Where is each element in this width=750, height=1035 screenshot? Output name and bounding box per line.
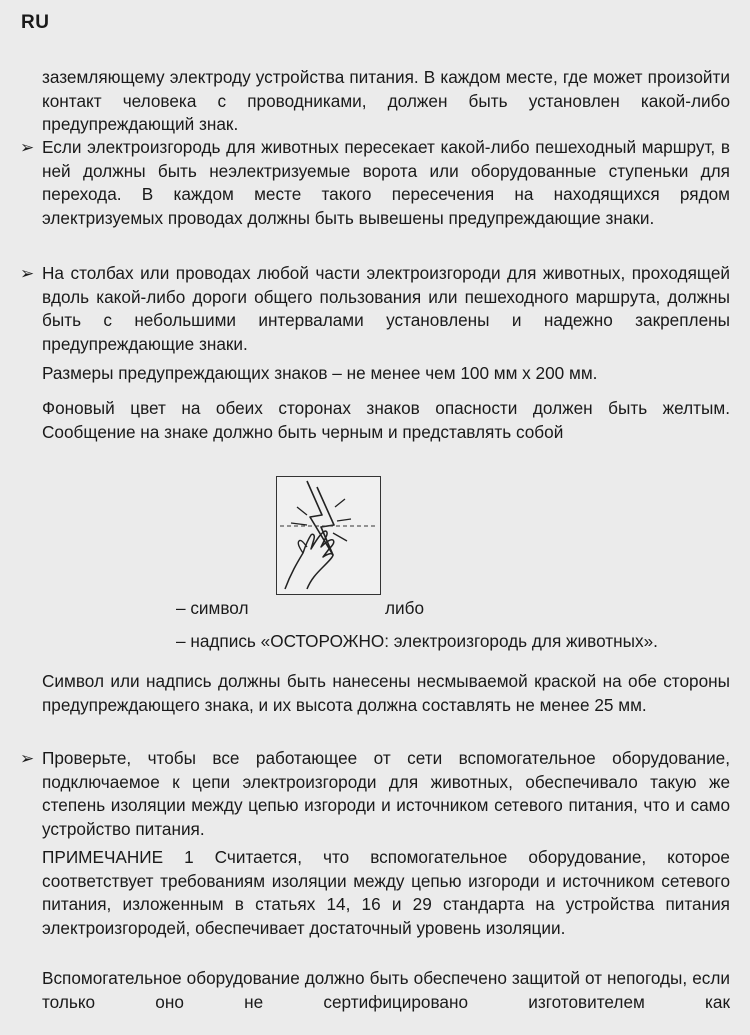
bullet-arrow-icon: ➢ bbox=[20, 264, 35, 283]
bullet-arrow-icon: ➢ bbox=[20, 138, 35, 157]
symbol-label: – символ bbox=[176, 598, 249, 618]
inscription-label: – надпись «ОСТОРОЖНО: электроизгородь для животных». bbox=[176, 631, 658, 651]
bullet-text: Проверьте, чтобы все работающее от сети вспомогательное оборудование, подключаемое к цепи электроизгороди для животных, обеспечивало такую же степень изоляции между цепью изгороди и источником сетевого питания, что и само устройство питания. bbox=[42, 748, 730, 839]
paragraph-sign-color: Фоновый цвет на обеих сторонах знаков опасности должен быть желтым. Сообщение на знаке должно быть черным и представлять собой bbox=[42, 398, 730, 442]
warning-symbol-icon bbox=[276, 476, 381, 595]
bullet-arrow-icon: ➢ bbox=[20, 749, 35, 768]
paragraph-note-1: ПРИМЕЧАНИЕ 1 Считается, что вспомогательное оборудование, которое соответствует требованиям изоляции между цепью изгороди и источником сетевого питания, изложенным в статьях 14, 16 и 29 стандарта на устройства питания электроизгородей, обеспечивает достаточный уровень изоляции. bbox=[42, 847, 730, 938]
language-code: RU bbox=[21, 12, 50, 33]
bullet-auxiliary-equipment bbox=[20, 747, 730, 841]
bullet-text: На столбах или проводах любой части электроизгороди для животных, проходящей вдоль какой-либо дороги общего пользования или пешеходного маршрута, должны быть с небольшими интервалами установлены и надежно закреплены предупреждающие знаки. bbox=[42, 263, 730, 354]
paragraph-sign-size: Размеры предупреждающих знаков – не менее чем 100 мм x 200 мм. bbox=[42, 363, 598, 383]
or-label: либо bbox=[385, 598, 425, 618]
paragraph-grounding: заземляющему электроду устройства питания. В каждом месте, где может произойти контакт человека с проводниками, должен быть установлен какой-либо предупреждающий знак. bbox=[42, 67, 730, 135]
bullet-public-road bbox=[20, 262, 730, 356]
paragraph-paint-height: Символ или надпись должны быть нанесены несмываемой краской на обе стороны предупреждающего знака, и их высота должна составлять не менее 25 мм. bbox=[42, 671, 730, 715]
bullet-text: Если электроизгородь для животных пересекает какой-либо пешеходный маршрут, в ней должны быть неэлектризуемые ворота или оборудованные ступеньки для перехода. В каждом месте такого пересечения на находящихся рядом электризуемых проводах должны быть вывешены предупреждающие знаки. bbox=[42, 137, 730, 228]
paragraph-weather-protection: Вспомогательное оборудование должно быть обеспечено защитой от непогоды, если только оно не сертифицировано изготовителем как bbox=[42, 968, 730, 1012]
bullet-pedestrian-crossing bbox=[20, 136, 730, 230]
